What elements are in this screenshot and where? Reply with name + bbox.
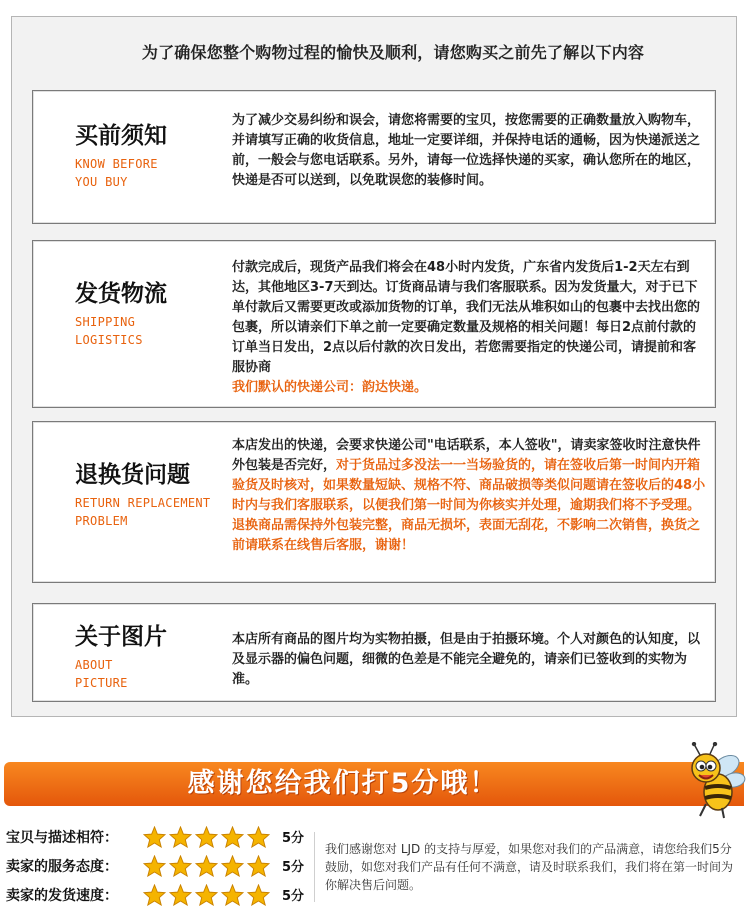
section-title: 关于图片	[75, 624, 167, 650]
star-icon	[143, 855, 166, 877]
rating-label: 卖家的服务态度：	[6, 858, 118, 875]
section-return	[32, 421, 716, 583]
section-title: 退换货问题	[75, 462, 190, 488]
section-title: 发货物流	[75, 281, 167, 307]
section-before-buy	[32, 90, 716, 224]
section-subtitle: RETURN REPLACEMENT PROBLEM	[75, 496, 211, 528]
rating-score: 5分	[282, 889, 305, 904]
star-icon	[247, 855, 270, 877]
thanks-note: 我们感谢您对 LJD 的支持与厚爱，如果您对我们的产品满意，请您给我们5分鼓励，如您对我们产品有任何不满意，请及时联系我们，我们将在第一时间为你解决售后问题。	[325, 842, 734, 892]
star-icon	[221, 884, 244, 906]
star-icon	[221, 855, 244, 877]
bee-mascot-icon	[682, 742, 746, 820]
star-icon	[169, 826, 192, 848]
rating-score: 5分	[282, 831, 305, 846]
divider	[314, 832, 315, 902]
star-icon	[195, 855, 218, 877]
rating-row	[6, 880, 306, 909]
star-icon	[195, 826, 218, 848]
section-text: 本店所有商品的图片均为实物拍摄，但是由于拍摄环境。个人对颜色的认知度，以及显示器的偏色问题，细微的色差是不能完全避免的，请亲们已签收到的实物为准。	[232, 632, 701, 687]
star-icon	[169, 855, 192, 877]
star-icon	[247, 884, 270, 906]
intro-text: 为了确保您整个购物过程的愉快及顺利，请您购买之前先了解以下内容	[141, 43, 645, 62]
star-icon	[169, 884, 192, 906]
star-rating	[143, 884, 270, 906]
star-icon	[221, 826, 244, 848]
star-rating	[143, 855, 270, 877]
star-icon	[143, 884, 166, 906]
section-subtitle: KNOW BEFORE YOU BUY	[75, 157, 158, 189]
section-subtitle: SHIPPING LOGISTICS	[75, 315, 143, 347]
star-icon	[247, 826, 270, 848]
star-icon	[195, 884, 218, 906]
section-text: 付款完成后，现货产品我们将会在48小时内发货，广东省内发货后1-2天左右到达，其他地区3-7天到达。订货商品请与我们客服联系。因为发货量大，对于已下单付款后又需要更改或添加货物的订单，我们无法从堆积如山的包裹中去找出您的包裹，所以请亲们下单之前一定要确定数量及规格的相关问题！每日2点前付款的订单当日发出，2点以后付款的次日发出，若您需要指定的快递公司，请提前和客服协商 我们默认的快递公司：韵达快递。	[232, 260, 701, 395]
section-shipping	[32, 240, 716, 408]
star-icon	[143, 826, 166, 848]
rating-score: 5分	[282, 860, 305, 875]
rating-row	[6, 822, 306, 851]
section-text: 本店发出的快递，会要求快递公司"电话联系，本人签收"，请卖家签收时注意快件外包装是否完好，对于货品过多没法一一当场验货的，请在签收后第一时间内开箱验货及时核对，如果数量短缺、规格不符、商品破损等类似问题请在签收后的48小时内与我们客服联系，以便我们第一时间为你核实并处理，逾期我们将不予受理。退换商品需保持外包装完整，商品无损坏，表面无刮花，不影响二次销售，换货之前请联系在线售后客服，谢谢！	[232, 438, 706, 553]
rating-label: 卖家的发货速度：	[6, 887, 118, 904]
thanks-banner-text: 感谢您给我们打5分哦！	[187, 768, 499, 799]
section-subtitle: ABOUT PICTURE	[75, 658, 128, 690]
rating-list	[6, 822, 306, 909]
rating-row	[6, 851, 306, 880]
star-rating	[143, 826, 270, 848]
rating-label: 宝贝与描述相符：	[6, 829, 118, 846]
section-title: 买前须知	[75, 123, 167, 149]
section-pictures	[32, 603, 716, 702]
section-text: 为了减少交易纠纷和误会，请您将需要的宝贝，按您需要的正确数量放入购物车，并请填写正确的收货信息，地址一定要详细，并保持电话的通畅，因为快递派送之前，一般会与您电话联系。另外，请每一位选择快递的买家，确认您所在的地区，快递是否可以送到，以免耽误您的装修时间。	[232, 113, 701, 188]
